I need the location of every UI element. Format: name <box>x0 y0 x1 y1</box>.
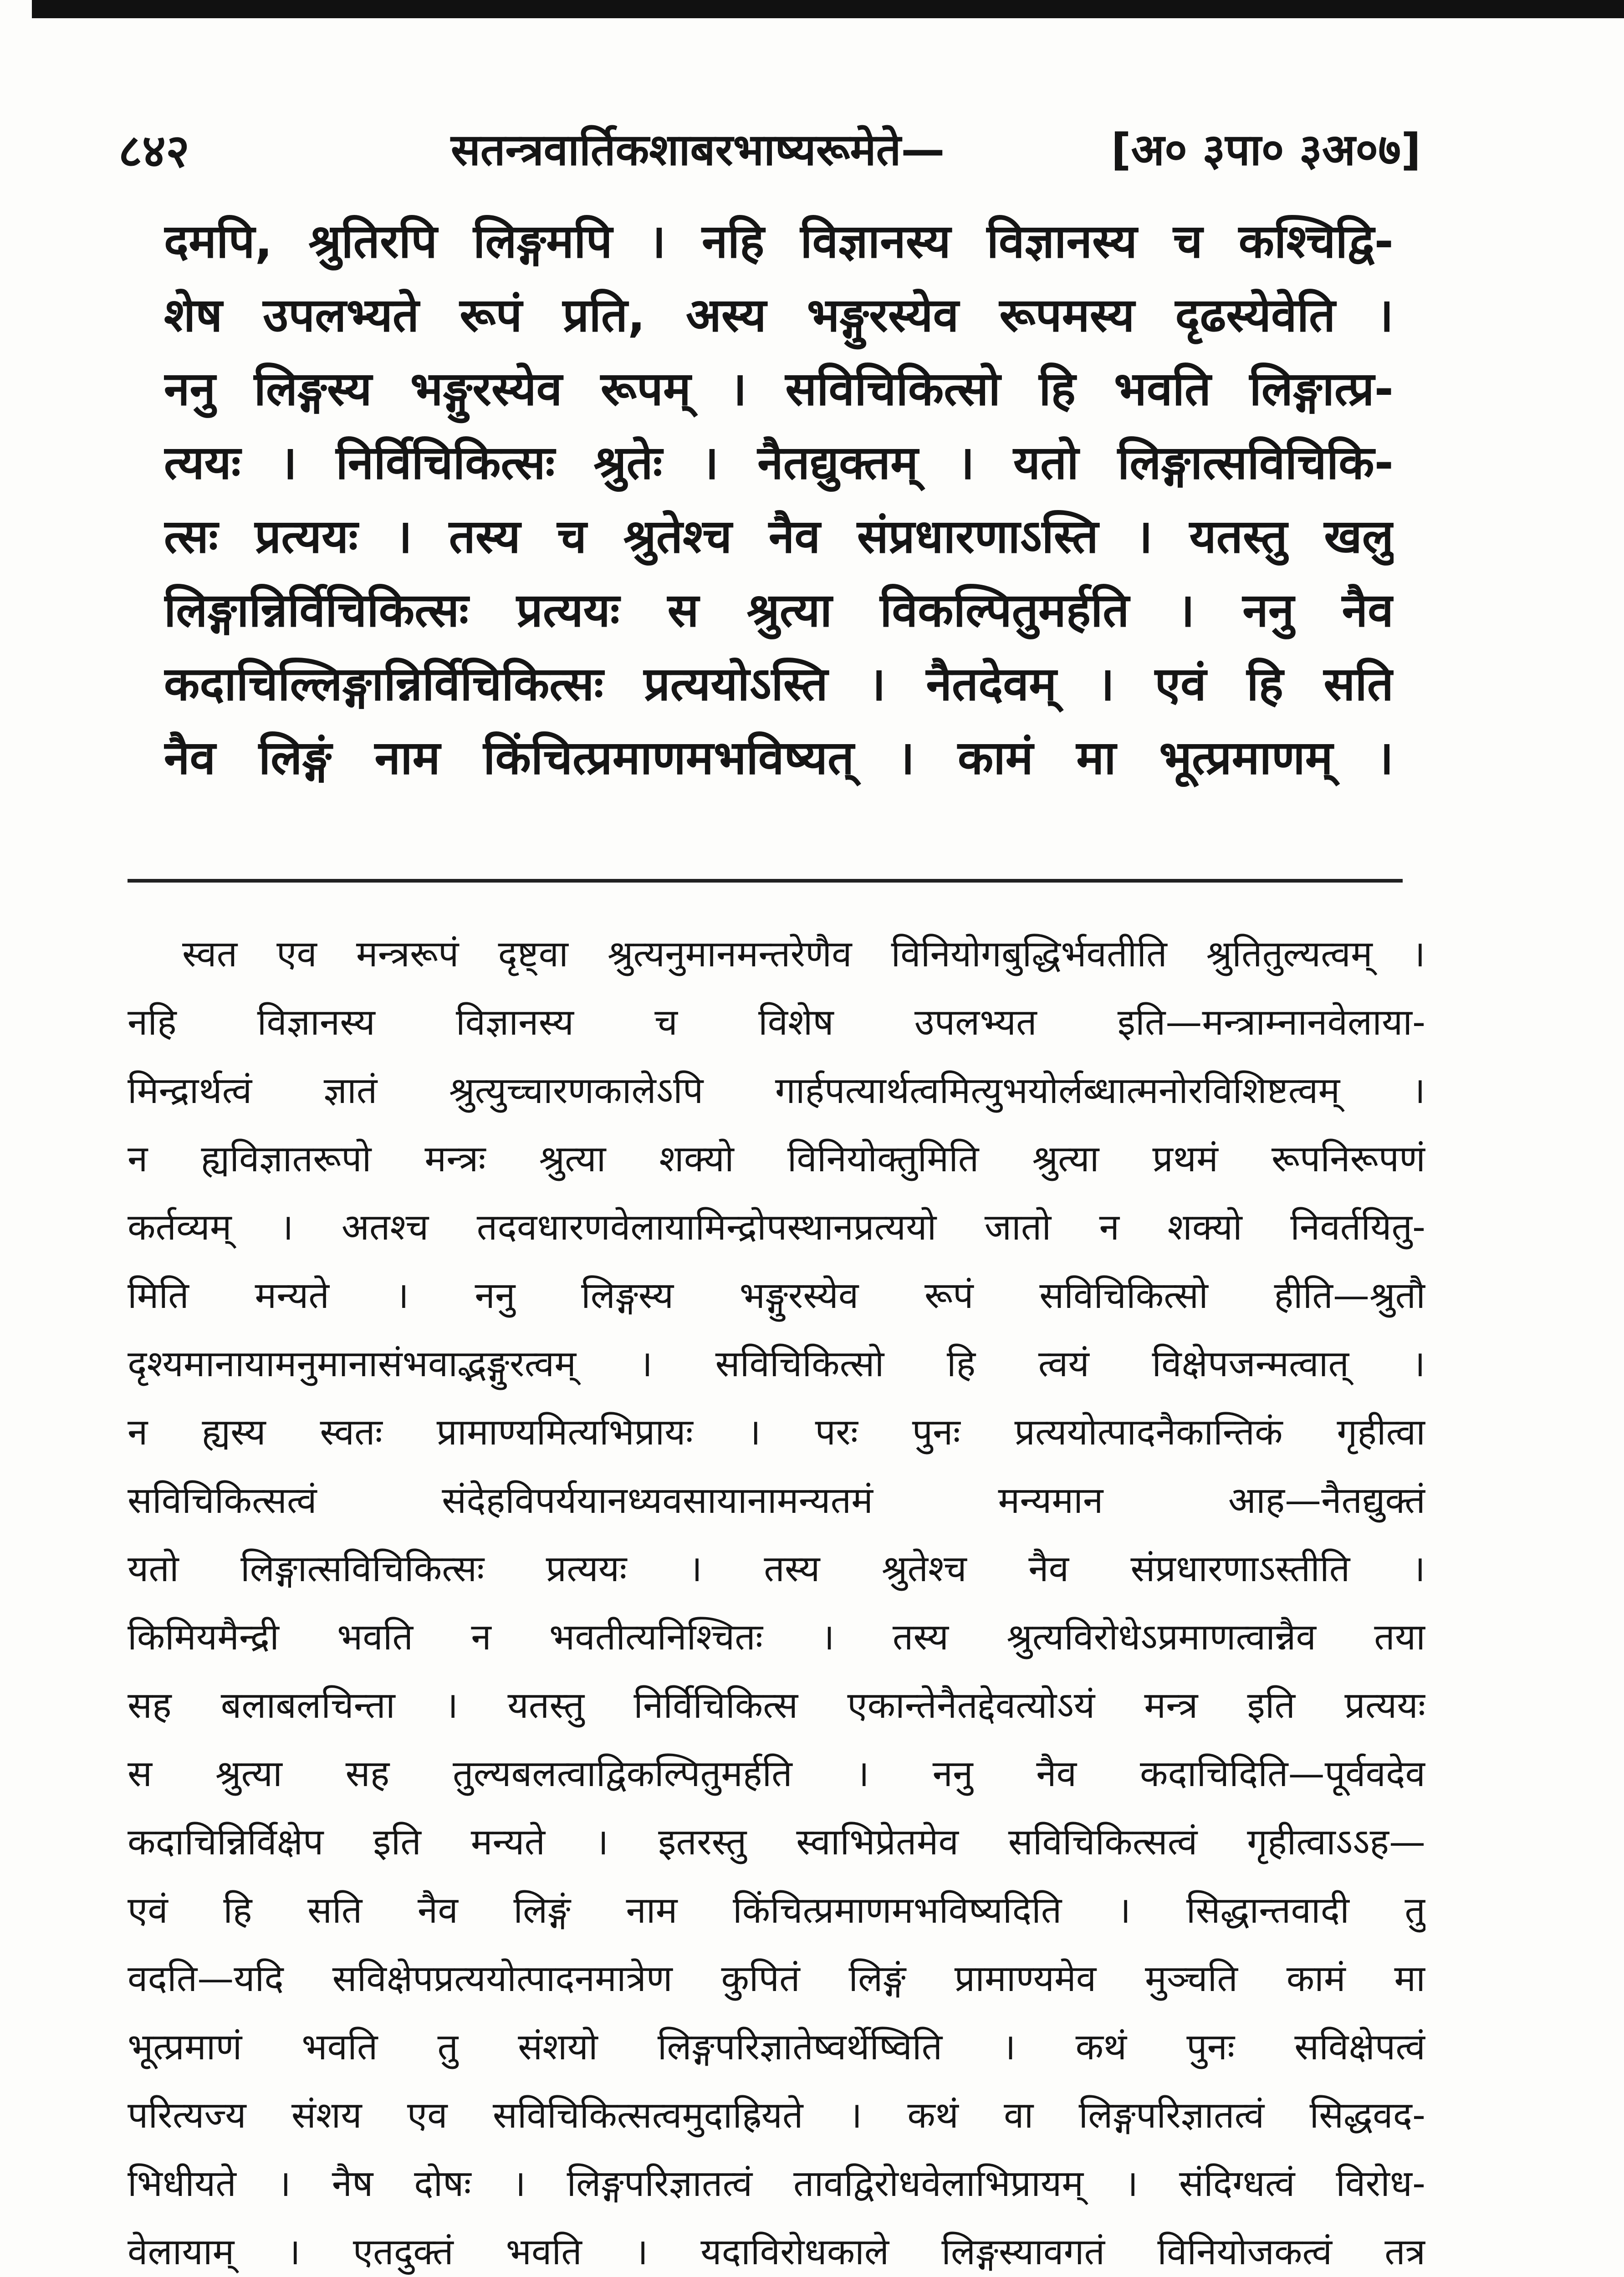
commentary-line: मिति मन्यते । ननु लिङ्गस्य भङ्गुरस्येव रूपं सविचिकित्सो हीति—श्रुतौ <box>128 1274 1425 1317</box>
section-divider <box>128 879 1403 883</box>
commentary-line: नहि विज्ञानस्य विज्ञानस्य च विशेष उपलभ्यत इति—मन्त्राम्नानवेलाया- <box>128 1001 1425 1043</box>
commentary-line: वदति—यदि सविक्षेपप्रत्ययोत्पादनमात्रेण कुपितं लिङ्गं प्रामाण्यमेव मुञ्चति कामं मा <box>128 1957 1425 2000</box>
commentary-line: कर्तव्यम् । अतश्च तदवधारणवेलायामिन्द्रोपस्थानप्रत्ययो जातो न शक्यो निवर्तयितु- <box>128 1206 1425 1248</box>
page-header <box>118 100 1421 182</box>
commentary-line: कदाचिन्निर्विक्षेप इति मन्यते । इतरस्तु स्वाभिप्रेतमेव सविचिकित्सत्वं गृहीत्वाऽऽह— <box>128 1821 1425 1863</box>
commentary-line: मिन्द्रार्थत्वं ज्ञातं श्रुत्युच्चारणकालेऽपि गार्हपत्यार्थत्वमित्युभयोर्लब्धात्मनोरविशिष्टत्वम् । <box>128 1069 1425 1112</box>
main-text-block <box>164 205 1394 795</box>
commentary-line: वेलायाम् । एतदुक्तं भवति । यदाविरोधकाले लिङ्गस्यावगतं विनियोजकत्वं तत्र <box>128 2231 1425 2273</box>
running-title: सतन्त्रवार्तिकशाबरभाष्यरूमेते— <box>451 124 945 175</box>
main-text-line: त्सः प्रत्ययः । तस्य च श्रुतेश्च नैव संप्रधारणाऽस्ति । यतस्तु खलु <box>164 510 1394 564</box>
main-text-line: ननु लिङ्गस्य भङ्गुरस्येव रूपम् । सविचिकित्सो हि भवति लिङ्गात्प्र- <box>164 362 1394 416</box>
commentary-line: भिधीयते । नैष दोषः । लिङ्गपरिज्ञातत्वं तावद्विरोधवेलाभिप्रायम् । संदिग्धत्वं विरोध- <box>128 2162 1425 2205</box>
commentary-line: सह बलाबलचिन्ता । यतस्तु निर्विचिकित्स एकान्तेनैतद्देवत्योऽयं मन्त्र इति प्रत्ययः <box>128 1684 1425 1726</box>
main-text-line: नैव लिङ्गं नाम किंचित्प्रमाणमभविष्यत् । कामं मा भूत्प्रमाणम् । <box>164 731 1394 785</box>
page-number: ८४२ <box>118 124 189 178</box>
commentary-line: किमियमैन्द्री भवति न भवतीत्यनिश्चितः । तस्य श्रुत्यविरोधेऽप्रमाणत्वान्नैव तया <box>128 1616 1425 1658</box>
main-text-line: त्ययः । निर्विचिकित्सः श्रुतेः । नैतद्युक्तम् । यतो लिङ्गात्सविचिकि- <box>164 436 1394 490</box>
commentary-line: दृश्यमानायामनुमानासंभवाद्भङ्गुरत्वम् । सविचिकित्सो हि त्वयं विक्षेपजन्मत्वात् । <box>128 1343 1425 1385</box>
section-reference: [अ० ३पा० ३अ०७] <box>1111 124 1421 175</box>
commentary-line: यतो लिङ्गात्सविचिकित्सः प्रत्ययः । तस्य श्रुतेश्च नैव संप्रधारणाऽस्तीति । <box>128 1547 1425 1590</box>
scan-edge-bar <box>32 0 1624 18</box>
main-text-line: शेष उपलभ्यते रूपं प्रति, अस्य भङ्गुरस्येव रूपमस्य दृढस्येवेति । <box>164 288 1394 342</box>
commentary-line: भूत्प्रमाणं भवति तु संशयो लिङ्गपरिज्ञातेष्वर्थेष्विति । कथं पुनः सविक्षेपत्वं <box>128 2026 1425 2068</box>
main-text-line: लिङ्गान्निर्विचिकित्सः प्रत्ययः स श्रुत्या विकल्पितुमर्हति । ननु नैव <box>164 583 1394 638</box>
commentary-line: न ह्यविज्ञातरूपो मन्त्रः श्रुत्या शक्यो विनियोक्तुमिति श्रुत्या प्रथमं रूपनिरूपणं <box>128 1138 1425 1180</box>
commentary-block <box>128 920 1425 2277</box>
commentary-line: एवं हि सति नैव लिङ्गं नाम किंचित्प्रमाणमभविष्यदिति । सिद्धान्तवादी तु <box>128 1889 1425 1931</box>
commentary-line: न ह्यस्य स्वतः प्रामाण्यमित्यभिप्रायः । परः पुनः प्रत्ययोत्पादनैकान्तिकं गृहीत्वा <box>128 1411 1425 1453</box>
commentary-line: स्वत एव मन्त्ररूपं दृष्ट्वा श्रुत्यनुमानमन्तरेणैव विनियोगबुद्धिर्भवतीति श्रुतितुल्यत्वम् । <box>182 933 1425 975</box>
commentary-line: परित्यज्य संशय एव सविचिकित्सत्वमुदाह्रियते । कथं वा लिङ्गपरिज्ञातत्वं सिद्धवद- <box>128 2094 1425 2136</box>
commentary-line: सविचिकित्सत्वं संदेहविपर्ययानध्यवसायानामन्यतमं मन्यमान आह—नैतद्युक्तं <box>128 1479 1425 1521</box>
commentary-line: स श्रुत्या सह तुल्यबलत्वाद्विकल्पितुमर्हति । ननु नैव कदाचिदिति—पूर्ववदेव <box>128 1752 1425 1795</box>
main-text-line: कदाचिल्लिङ्गान्निर्विचिकित्सः प्रत्ययोऽस्ति । नैतदेवम् । एवं हि सति <box>164 657 1394 711</box>
main-text-line: दमपि, श्रुतिरपि लिङ्गमपि । नहि विज्ञानस्य विज्ञानस्य च कश्चिद्वि- <box>164 214 1394 269</box>
